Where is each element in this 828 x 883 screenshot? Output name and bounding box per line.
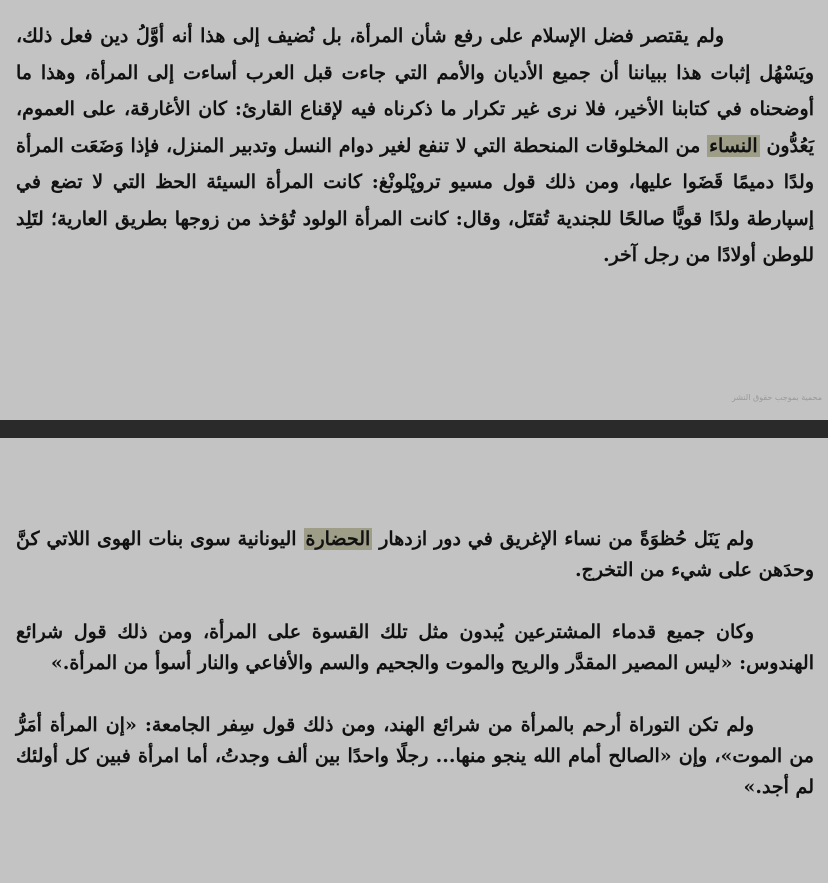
paragraph-ancient-legislators: وكان جميع قدماء المشترعين يُبدون مثل تلك القسوة على المرأة، ومن ذلك قول شرائع الهندوس: «ليس المصير المقدَّر والريح والموت والجحيم والسم والأفاعي والنار أسوأ من المرأة.» xyxy=(16,621,814,674)
copyright-watermark: محمية بموجب حقوق النشر xyxy=(731,393,822,402)
paragraph-women-status xyxy=(16,18,814,274)
paragraph-text-part: ولم يَنَل حُظوَةً من نساء الإغريق في دور ازدهار xyxy=(372,528,754,550)
paragraph-text-part: ولم يقتصر فضل الإسلام على رفع شأن المرأة، بل نُضيف إلى هذا أنه أوَّلُ دين فعل ذلك، ويَسْهُل إثبات هذا ببياننا أن جميع الأديان والأمم التي جاءت قبل العرب أساءت إلى المرأة، وهذا ما أوضحناه في كتابنا الأخير، فلا نرى غير تكرار ما ذكرناه فيه لإقناع القارئ: كان الأغارقة، على العموم، يَعُدُّون xyxy=(16,25,814,157)
page-divider xyxy=(0,420,828,438)
lower-page-text xyxy=(16,524,814,834)
upper-page xyxy=(0,0,828,420)
lower-page xyxy=(0,438,828,883)
paragraph-torah: ولم تكن التوراة أرحم بالمرأة من شرائع الهند، ومن ذلك قول سِفر الجامعة: «إن المرأة أمَرُّ من الموت»، وإن «الصالح أمام الله ينجو منها... رجلًا واحدًا بين ألف وجدتُ، أما امرأة فبين كل أولئك لم أجد.» xyxy=(16,714,814,798)
highlighted-word-women[interactable]: النساء xyxy=(709,134,758,157)
paragraph-greek-women xyxy=(16,524,814,586)
highlighted-word-civilization[interactable]: الحضارة xyxy=(305,528,371,550)
paragraph-text-part: من المخلوقات المنحطة التي لا تنفع لغير دوام النسل وتدبير المنزل، فإذا وَضَعَت المرأة ولدًا دميمًا قَضَوا عليها، ومن ذلك قول مسيو تروپْلونْغ: كانت المرأة السيئة الحظ التي لا تضع في إسپارطة ولدًا قويًّا صالحًا للجندية تُقتَل، وقال: كانت المرأة الولود تُؤخذ من زوجها بطريق العارية؛ لتَلِد للوطن أولادًا من رجل آخر. xyxy=(16,134,814,266)
upper-page-text xyxy=(16,18,814,274)
paragraph-text-part: اليونانية سوى بنات الهوى اللاتي كنَّ وحدَهن على شيء من التخرج. xyxy=(16,528,814,581)
